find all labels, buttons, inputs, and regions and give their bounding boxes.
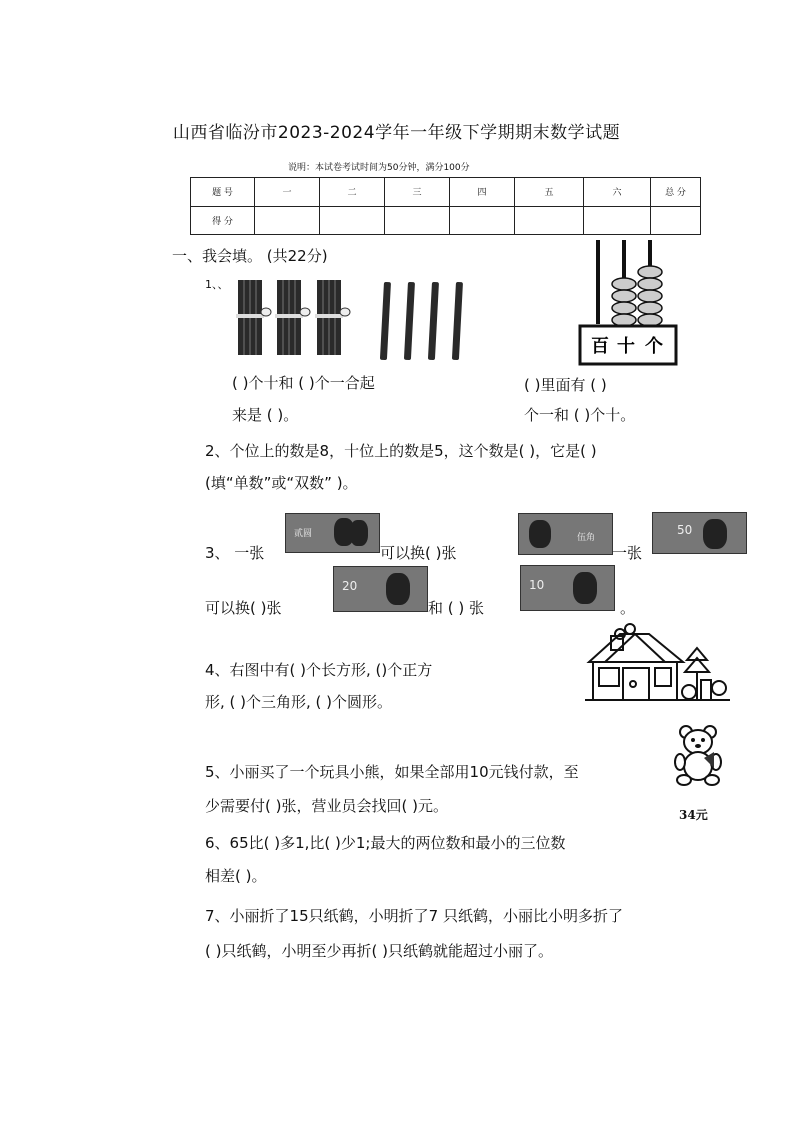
score-input-cell[interactable] (385, 206, 450, 235)
abacus-label-tens: 十 (617, 336, 635, 357)
score-input-cell[interactable] (320, 206, 385, 235)
banknote-5-jiao-image (518, 513, 613, 555)
q4-line-2: 形, ( )个三角形, ( )个圆形。 (205, 693, 393, 711)
q5-line-1: 5、小丽买了一个玩具小熊，如果全部用10元钱付款，至 (205, 763, 579, 781)
score-header-cell: 题 号 (191, 178, 255, 207)
score-header-cell: 一 (255, 178, 320, 207)
banknote-10-yuan-image (520, 565, 615, 611)
single-stick-icon (428, 282, 439, 360)
teddy-bear-image (674, 722, 724, 804)
score-header-cell: 三 (385, 178, 450, 207)
q3-text-f: 。 (620, 599, 636, 617)
banknote-50-yuan-image (652, 512, 747, 554)
single-stick-icon (404, 282, 415, 360)
score-input-cell[interactable] (255, 206, 320, 235)
single-stick-icon (452, 282, 463, 360)
score-input-cell[interactable] (515, 206, 584, 235)
q3-text-b: 可以换( )张 (380, 544, 457, 562)
banknote-label: 10 (529, 578, 545, 592)
score-header-cell: 四 (450, 178, 515, 207)
score-input-cell[interactable] (651, 206, 701, 235)
score-input-cell[interactable] (584, 206, 651, 235)
page-title: 山西省临汾市2023-2024学年一年级下学期期末数学试题 (172, 123, 621, 143)
bear-price-label: 34元 (679, 808, 708, 822)
exam-note: 说明：本试卷考试时间为50分钟，满分100分 (288, 163, 470, 173)
score-header-cell: 五 (515, 178, 584, 207)
q5-line-2: 少需要付( )张，营业员会找回( )元。 (205, 797, 448, 815)
banknote-label: 伍角 (577, 533, 596, 543)
banknote-label: 50 (677, 523, 693, 537)
single-stick-icon (380, 282, 391, 360)
section-heading: 一、我会填。 (共22分) (172, 247, 328, 265)
q2-line-1: 2、个位上的数是8，十位上的数是5，这个数是( )，它是( ) (205, 442, 597, 460)
banknote-label: 贰圆 (294, 529, 313, 539)
banknote-label: 20 (342, 579, 358, 593)
banknote-20-yuan-image (333, 566, 428, 612)
q6-line-1: 6、65比( )多1,比( )少1;最大的两位数和最小的三位数 (205, 834, 566, 852)
q3-text-a: 3、 一张 (205, 544, 265, 562)
single-sticks-image (378, 280, 468, 362)
score-input-cell[interactable] (450, 206, 515, 235)
banknote-2-yuan-image (285, 513, 380, 553)
score-header-cell: 总 分 (651, 178, 701, 207)
q7-line-1: 7、小丽折了15只纸鹤，小明折了7 只纸鹤，小丽比小明多折了 (205, 907, 623, 925)
abacus-beads-tens (612, 278, 636, 326)
score-header-cell: 二 (320, 178, 385, 207)
q2-line-2: (填“单数”或“双数” )。 (205, 474, 358, 492)
q1-abacus-line-1: ( )里面有 ( ) (524, 376, 607, 394)
score-header-cell: 六 (584, 178, 651, 207)
stick-bundle-icon (275, 280, 310, 355)
q6-line-2: 相差( )。 (205, 867, 267, 885)
q3-text-d: 可以换( )张 (205, 599, 282, 617)
q3-text-e: 和 ( ) 张 (428, 599, 485, 617)
house-shapes-image (585, 622, 730, 706)
stick-bundle-icon (315, 280, 350, 355)
q1-blank-line-2: 来是 ( )。 (232, 406, 299, 424)
score-table-header-row (191, 178, 701, 207)
score-row-label: 得 分 (191, 206, 255, 235)
q1-number: 1、、 (205, 278, 229, 291)
abacus-label-hundreds: 百 (591, 336, 609, 357)
q1-abacus-line-2: 个一和 ( )个十。 (524, 406, 636, 424)
bundles-of-ten-image (232, 272, 362, 362)
q3-text-c: 一张 (612, 544, 643, 562)
q7-line-2: ( )只纸鹤，小明至少再折( )只纸鹤就能超过小丽了。 (205, 942, 553, 960)
abacus-beads-ones (638, 266, 662, 326)
q4-line-1: 4、右图中有( )个长方形, ()个正方 (205, 661, 433, 679)
abacus-image (578, 240, 678, 366)
score-table-score-row (191, 206, 701, 235)
stick-bundle-icon (236, 280, 271, 355)
abacus-label-ones: 个 (645, 336, 663, 357)
score-table (190, 177, 701, 235)
q1-blank-line-1: ( )个十和 ( )个一合起 (232, 374, 375, 392)
